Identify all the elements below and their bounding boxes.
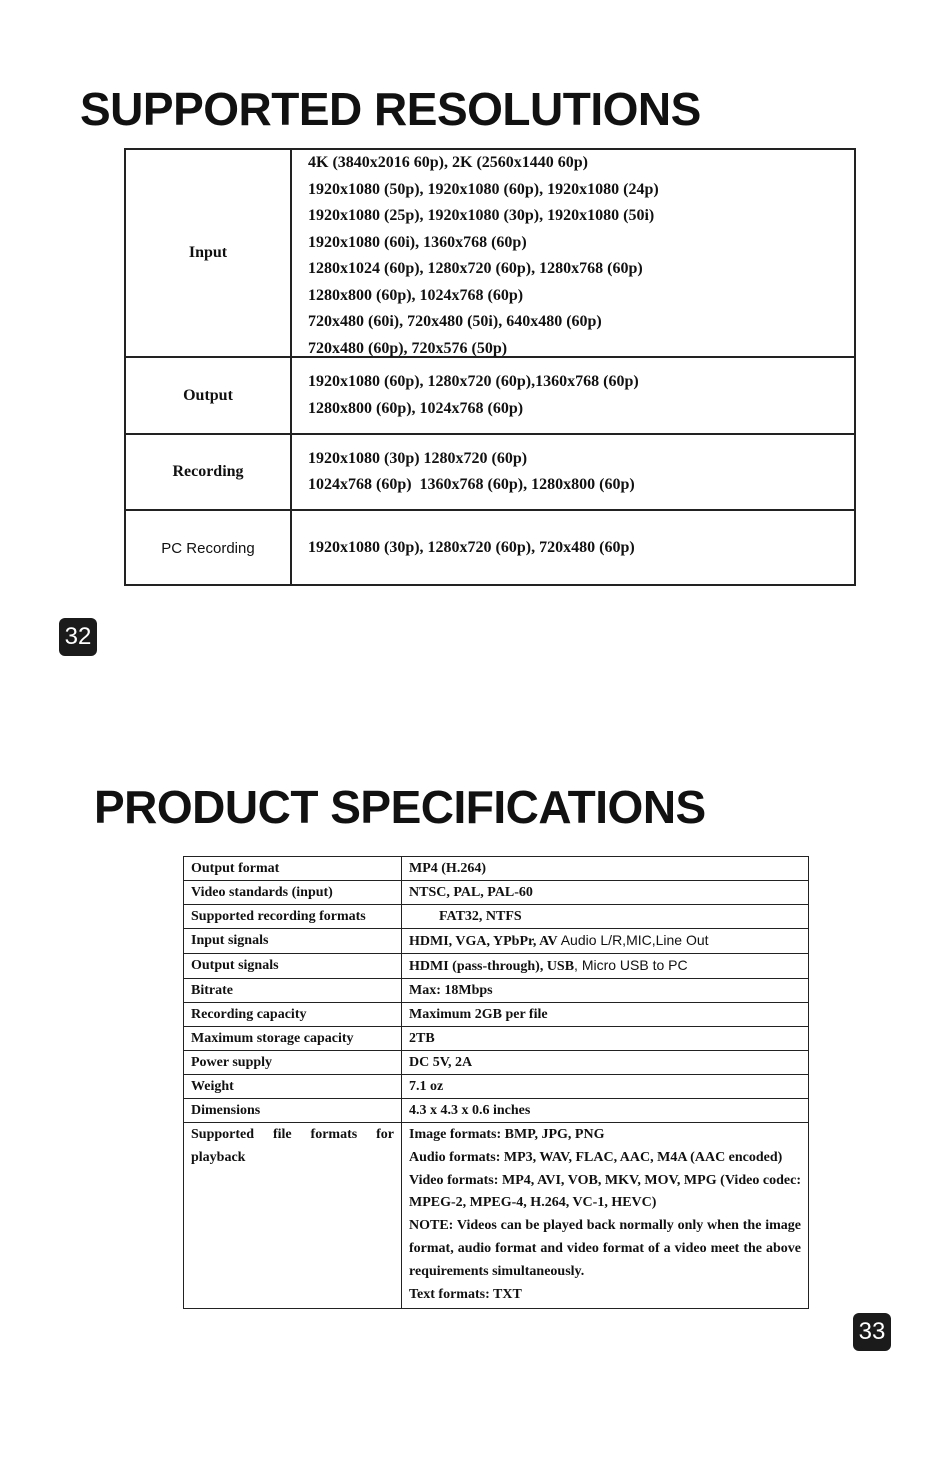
spec-key: Input signals (184, 929, 402, 954)
spec-value: 4.3 x 4.3 x 0.6 inches (402, 1099, 809, 1123)
spec-value-extra: Audio L/R,MIC,Line Out (557, 932, 709, 948)
spec-value: HDMI, VGA, YPbPr, AV (409, 934, 558, 949)
playback-video-value: MP4, AVI, VOB, MKV, MOV, MPG (Video codec: MPEG-2, MPEG-4, H.264, VC-1, HEVC) (409, 1172, 801, 1211)
playback-video-formats (409, 1170, 801, 1216)
spec-value-cell (402, 954, 809, 979)
supported-resolutions-title: SUPPORTED RESOLUTIONS (80, 83, 701, 135)
playback-formats (402, 1123, 809, 1309)
playback-image-value: BMP, JPG, PNG (501, 1127, 605, 1142)
spec-row (184, 857, 809, 881)
resolution-row-values (290, 358, 856, 433)
spec-row (184, 905, 809, 929)
spec-value: Max: 18Mbps (402, 979, 809, 1003)
resolution-row-values (290, 150, 856, 356)
spec-row (184, 1075, 809, 1099)
resolution-value: 1280x1024 (60p), 1280x720 (60p), 1280x768 (60p) (308, 260, 643, 277)
playback-text-label: Text formats: (409, 1286, 490, 1302)
playback-image-label: Image formats: (409, 1127, 502, 1142)
resolution-row-label: Input (188, 244, 228, 261)
resolution-value: 1920x1080 (25p), 1920x1080 (30p), 1920x1080 (50i) (308, 207, 655, 224)
spec-value: HDMI (pass-through), USB (409, 959, 575, 974)
playback-audio-formats (409, 1147, 801, 1170)
spec-key: Output format (184, 857, 402, 881)
playback-audio-label: Audio formats: (409, 1149, 501, 1165)
resolution-value: 720x480 (60i), 720x480 (50i), 640x480 (60p) (308, 313, 602, 330)
spec-value: 7.1 oz (402, 1075, 809, 1099)
resolution-value: 1920x1080 (50p), 1920x1080 (60p), 1920x1080 (24p) (308, 180, 659, 198)
resolution-value: 1920x1080 (30p), 1280x720 (60p), 720x480 (60p) (308, 539, 635, 557)
resolution-row-label: Recording (172, 463, 244, 480)
spec-key: Weight (184, 1075, 402, 1099)
resolution-value: 4K (3840x2016 60p), 2K (2560x1440 60p) (308, 154, 588, 171)
spec-value-extra: , Micro USB to PC (574, 957, 688, 973)
playback-note: NOTE: Videos can be played back normally only when the image format, audio format and video format of a video meet the above requirements simultaneously. (409, 1218, 801, 1279)
resolution-row-label: PC Recording (161, 540, 255, 557)
resolution-row-recording (126, 435, 856, 511)
spec-key: Output signals (184, 954, 402, 979)
spec-key: Dimensions (184, 1099, 402, 1123)
resolution-value: 1920x1080 (30p) 1280x720 (60p) (308, 449, 528, 467)
resolution-value: 720x480 (60p), 720x576 (50p) (308, 339, 508, 357)
spec-value: FAT32, NTFS (439, 909, 522, 924)
resolution-value: 1920x1080 (60i), 1360x768 (60p) (308, 233, 527, 251)
spec-key: Supported file formats for playback (184, 1123, 402, 1309)
spec-row (184, 1099, 809, 1123)
supported-resolutions-table (124, 148, 856, 586)
product-specifications-table (183, 856, 809, 1309)
spec-key: Maximum storage capacity (184, 1027, 402, 1051)
spec-row (184, 979, 809, 1003)
spec-row-playback (184, 1123, 809, 1309)
resolution-value: 1280x800 (60p), 1024x768 (60p) (308, 399, 524, 417)
spec-row (184, 954, 809, 979)
playback-text-formats (409, 1284, 801, 1307)
playback-image-formats (409, 1124, 801, 1147)
spec-value: Maximum 2GB per file (402, 1003, 809, 1027)
playback-audio-value: MP3, WAV, FLAC, AAC, M4A (AAC encoded) (500, 1149, 783, 1165)
spec-key: Video standards (input) (184, 881, 402, 905)
spec-row (184, 1027, 809, 1051)
spec-value-cell (402, 929, 809, 954)
spec-row (184, 929, 809, 954)
spec-row (184, 1003, 809, 1027)
playback-video-label: Video formats: (409, 1172, 499, 1188)
playback-text-value: TXT (489, 1286, 522, 1302)
resolution-value: 1920x1080 (60p), 1280x720 (60p),1360x768 (60p) (308, 373, 639, 390)
spec-key: Supported recording formats (184, 905, 402, 929)
spec-key: Bitrate (184, 979, 402, 1003)
spec-value: 2TB (402, 1027, 809, 1051)
resolution-value: 1024x768 (60p) 1360x768 (60p), 1280x800 (60p) (308, 476, 635, 493)
spec-value-cell (402, 905, 809, 929)
resolution-row-values (290, 511, 856, 586)
product-specifications-title: PRODUCT SPECIFICATIONS (94, 781, 706, 833)
resolution-row-values (290, 435, 856, 509)
spec-key: Power supply (184, 1051, 402, 1075)
resolution-row-label: Output (183, 386, 233, 404)
spec-key: Recording capacity (184, 1003, 402, 1027)
resolution-row-input (126, 150, 856, 358)
page-number-badge: 33 (853, 1313, 891, 1351)
resolution-row-output (126, 358, 856, 435)
spec-value: NTSC, PAL, PAL-60 (402, 881, 809, 905)
spec-value: DC 5V, 2A (402, 1051, 809, 1075)
spec-row (184, 1051, 809, 1075)
spec-row (184, 881, 809, 905)
spec-value: MP4 (H.264) (402, 857, 809, 881)
resolution-row-pc-recording (126, 511, 856, 586)
resolution-value: 1280x800 (60p), 1024x768 (60p) (308, 286, 524, 304)
page-number-badge: 32 (59, 618, 97, 656)
